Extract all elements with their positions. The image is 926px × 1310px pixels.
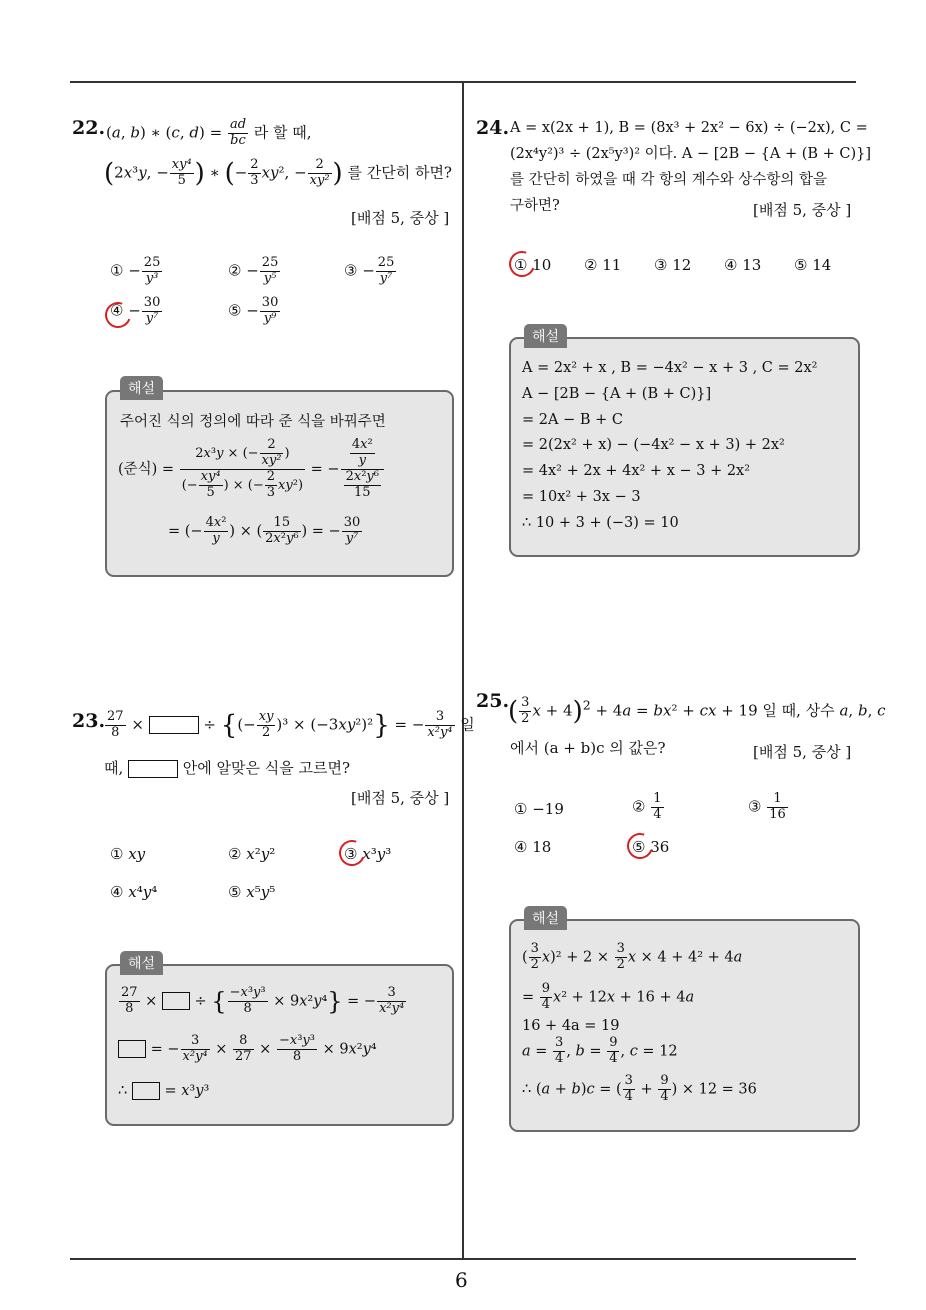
q23-blank-box (149, 716, 199, 734)
q25-choice-4[interactable]: ④ 18 (514, 838, 552, 856)
q23-number: 23. (72, 710, 106, 732)
q25-sol-line5: ∴ (a + b)c = ( $\frac{3}{4}$ + $\frac{9}{4}$ ) × 12 = 36 (522, 1073, 757, 1104)
q25-choice-1[interactable]: ① −19 (514, 800, 564, 818)
q23-choice-5[interactable]: ⑤ x⁵y⁵ (228, 883, 276, 901)
q24-sol-line3: = 2A − B + C (522, 412, 623, 428)
q22-choice-2[interactable]: ② − $\frac{25}{\text{y⁵}}$ (228, 255, 279, 286)
q22-solution-tag: 해설 (120, 376, 163, 400)
q25-line2: 에서 (a + b)c 의 값은? (510, 739, 666, 757)
q25-answer-mark (623, 829, 658, 864)
q24-choice-5[interactable]: ⑤ 14 (794, 256, 832, 274)
q25-number: 25. (476, 690, 510, 712)
q22-sol-line1: 주어진 식의 정의에 따라 준 식을 바꿔주면 (120, 414, 386, 430)
q22-line1: (a, b) ∗ (c, d) = $\frac{ad}{bc}$ 라 할 때, (106, 117, 312, 148)
q25-sol-line1: ( $\frac{3}{2}$ x)² + 2 × $\frac{3}{2}$ x × 4 + 4² + 4a (522, 941, 743, 972)
q25-choice-3[interactable]: ③ $\frac{1}{16}$ (748, 791, 786, 822)
q24-choice-1[interactable]: ① 10 (514, 256, 552, 274)
q24-number: 24. (476, 117, 510, 139)
q22-choice-4[interactable]: ④ − $\frac{30}{\text{y⁷}}$ (110, 295, 161, 326)
q24-sol-line2: A − [2B − {A + (B + C)}] (522, 386, 712, 402)
bottom-rule (70, 1258, 856, 1260)
q24-meta: [배점 5, 중상 ] (753, 201, 852, 219)
q24-sol-line5: = 4x² + 2x + 4x² + x − 3 + 2x² (522, 463, 751, 479)
q25-line1: ( $\frac{3}{2}$ x + 4)$^2$ + 4a = bx² + cx + 19 일 때, 상수 a, b, c (508, 695, 886, 727)
q24-line4: 구하면? (510, 198, 560, 214)
q24-sol-line1: A = 2x² + x , B = −4x² − x + 3 , C = 2x² (522, 360, 818, 376)
q25-sol-line4: a = $\frac{3}{4}$ , b = $\frac{9}{4}$ , c = 12 (522, 1035, 678, 1066)
q22-choice-5[interactable]: ⑤ − $\frac{30}{\text{y⁹}}$ (228, 295, 279, 326)
q23-solution-tag: 해설 (120, 951, 163, 975)
q23-choice-3[interactable]: ③ x³y³ (344, 845, 392, 863)
q24-answer-mark (505, 247, 540, 282)
q23-meta: [배점 5, 중상 ] (351, 789, 450, 807)
q25-sol-line3: 16 + 4a = 19 (522, 1018, 620, 1034)
q23-choice-2[interactable]: ② x²y² (228, 845, 276, 863)
q25-solution-tag: 해설 (524, 906, 567, 930)
q22-number: 22. (72, 117, 106, 139)
q23-choice-1[interactable]: ① xy (110, 845, 146, 863)
column-divider (462, 83, 464, 1259)
q23-sol-line1: $\frac{27}{8}$ × ÷ { $\frac{\text{−x³y³}}{8}$ × 9x²y⁴} = − $\frac{3}{\text{x²y⁴}}$ (121, 985, 405, 1016)
q22-sol-line3: = (− $\frac{\text{4x²}}{y}$ ) × ( $\frac{15}{\text{2x²y⁶}}$ ) = − $\frac{30}{\text{y⁷}}$ (168, 515, 361, 546)
q25-meta: [배점 5, 중상 ] (753, 743, 852, 761)
q22-meta: [배점 5, 중상 ] (351, 209, 450, 227)
q24-solution-tag: 해설 (524, 324, 567, 348)
q24-line3: 를 간단히 하였을 때 각 항의 계수와 상수항의 합을 (510, 172, 828, 188)
q23-line1: $\frac{27}{8}$ × ÷ {(− $\frac{xy}{2}$ )³ × (−3xy²)²} = − $\frac{3}{\text{x²y⁴}}$ 일 (107, 709, 475, 741)
q24-line2: (2x⁴y²)³ ÷ (2x⁵y³)² 이다. A − [2B − {A + (B + C)}] (510, 146, 872, 162)
q24-choice-2[interactable]: ② 11 (584, 256, 622, 274)
q25-choice-5[interactable]: ⑤ 36 (632, 838, 670, 856)
q25-choice-2[interactable]: ② $\frac{1}{4}$ (632, 791, 662, 822)
q23-sol-line2: = − $\frac{3}{\text{x²y⁴}}$ × $\frac{8}{27}$ × $\frac{\text{−x³y³}}{8}$ × 9x²y⁴ (118, 1034, 377, 1065)
page-number: 6 (455, 1268, 468, 1292)
q23-line2: 때, 안에 알맞은 식을 고르면? (104, 759, 351, 777)
q23-choice-4[interactable]: ④ x⁴y⁴ (110, 883, 158, 901)
q23-sol-line3: ∴ = x³y³ (118, 1083, 210, 1099)
q24-line1: A = x(2x + 1), B = (8x³ + 2x² − 6x) ÷ (−2x), C = (510, 120, 868, 136)
q24-sol-line4: = 2(2x² + x) − (−4x² − x + 3) + 2x² (522, 437, 785, 453)
q25-sol-line2: = $\frac{9}{4}$ x² + 12x + 16 + 4a (522, 981, 695, 1012)
q22-choice-3[interactable]: ③ − $\frac{25}{\text{y⁷}}$ (344, 255, 395, 286)
q24-choice-3[interactable]: ③ 12 (654, 256, 692, 274)
q24-choice-4[interactable]: ④ 13 (724, 256, 762, 274)
q24-sol-line7: ∴ 10 + 3 + (−3) = 10 (522, 515, 679, 531)
q22-sol-line2: (준식) = 2x³y × (− $\frac{2}{\text{xy²}}$ ) (− $\frac{\text{xy⁴}}{5}$ ) × (− $\frac{2}{3}$ xy²) = − $\frac{\frac{\text{4x²}}{y}}{\frac{\text{2x²y⁶}}{15}}$ (118, 438, 385, 501)
q23-answer-mark (335, 836, 370, 871)
q23-blank-box-2 (128, 760, 178, 778)
q24-sol-line6: = 10x² + 3x − 3 (522, 489, 641, 505)
q22-choice-1[interactable]: ① − $\frac{25}{\text{y³}}$ (110, 255, 161, 286)
q22-line2: (2x³y, − $\frac{\text{xy⁴}}{5}$ ) ∗ (− $\frac{2}{3}$ xy², − $\frac{2}{\text{xy²}}$ ) 를 간단히 하면? (104, 157, 452, 189)
